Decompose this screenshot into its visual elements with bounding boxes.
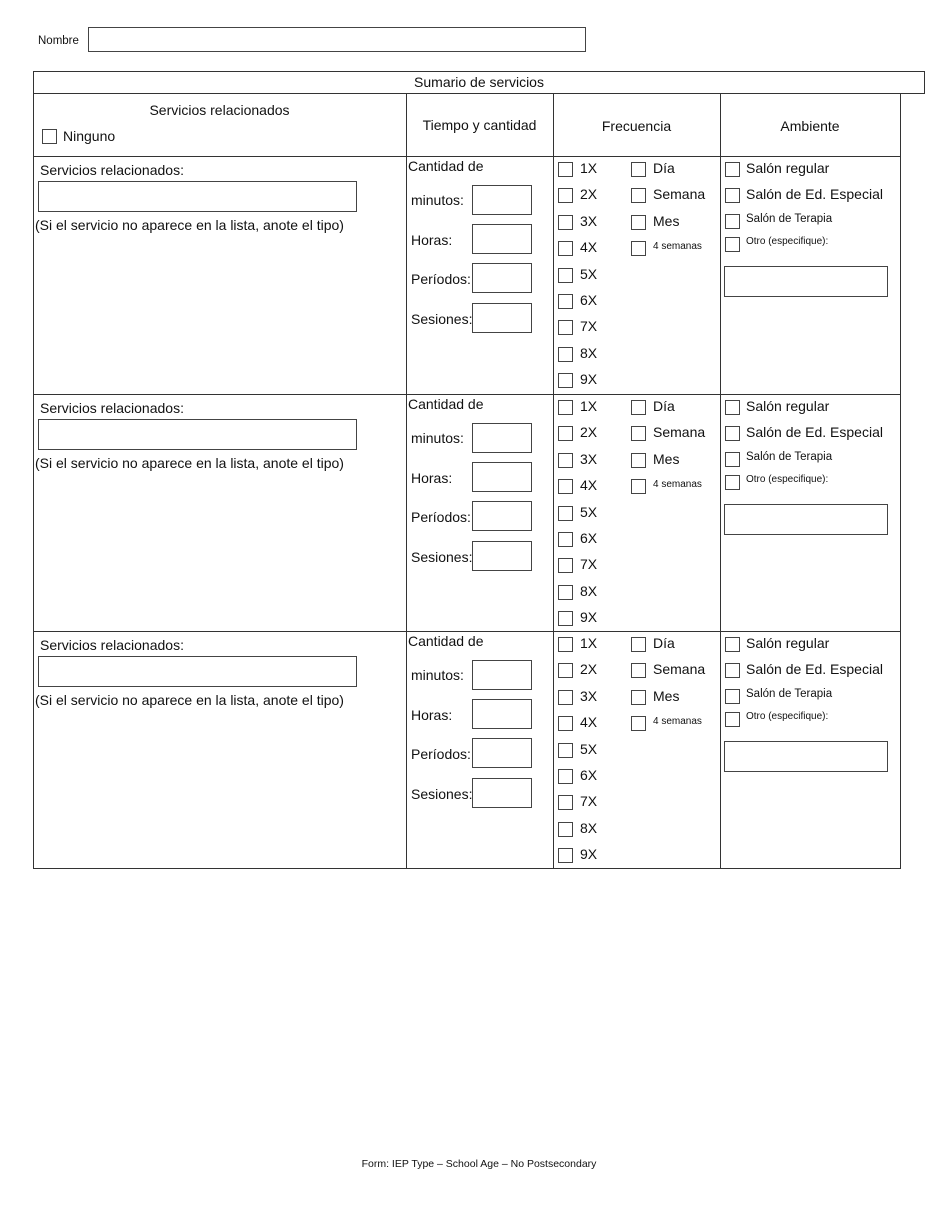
- service-note: (Si el servicio no aparece en la lista, anote el tipo): [35, 217, 344, 233]
- freq-9x-checkbox[interactable]: [558, 611, 573, 626]
- env-special-ed-checkbox[interactable]: [725, 188, 740, 203]
- amount-label: Cantidad de: [408, 396, 484, 412]
- header-row-bottom: [33, 156, 900, 157]
- env-option-label: Otro (especifique):: [746, 711, 829, 722]
- freq-1x-checkbox[interactable]: [558, 162, 573, 177]
- freq-count-label: 3X: [580, 687, 598, 704]
- hours-input[interactable]: [472, 224, 532, 254]
- minutes-input[interactable]: [472, 185, 532, 215]
- hours-label: Horas:: [411, 470, 453, 486]
- env-option-label: Salón de Ed. Especial: [746, 661, 883, 677]
- freq-unit-label: Mes: [653, 212, 680, 229]
- freq-count-label: 5X: [580, 265, 598, 282]
- env-regular-checkbox[interactable]: [725, 162, 740, 177]
- name-label: Nombre: [38, 35, 79, 47]
- freq-3x-checkbox[interactable]: [558, 215, 573, 230]
- freq-unit-label: Mes: [653, 450, 680, 467]
- row-1-bottom: [33, 394, 900, 395]
- freq-6x-checkbox[interactable]: [558, 532, 573, 547]
- hours-label: Horas:: [411, 707, 453, 723]
- env-other-input[interactable]: [724, 266, 888, 297]
- env-other-checkbox[interactable]: [725, 712, 740, 727]
- sessions-input[interactable]: [472, 778, 532, 808]
- env-regular-checkbox[interactable]: [725, 637, 740, 652]
- service-label: Servicios relacionados:: [40, 400, 184, 416]
- env-option-label: Salón regular: [746, 398, 830, 414]
- sessions-input[interactable]: [472, 303, 532, 333]
- freq-count-label: 3X: [580, 450, 598, 467]
- freq-unit-day-checkbox[interactable]: [631, 637, 646, 652]
- freq-count-label: 4X: [580, 239, 598, 256]
- freq-7x-checkbox[interactable]: [558, 795, 573, 810]
- sessions-label: Sesiones:: [411, 786, 473, 802]
- freq-9x-checkbox[interactable]: [558, 848, 573, 863]
- hours-input[interactable]: [472, 699, 532, 729]
- env-option-label: Otro (especifique):: [746, 236, 829, 247]
- freq-unit-week-checkbox[interactable]: [631, 663, 646, 678]
- env-other-input[interactable]: [724, 741, 888, 772]
- env-special-ed-checkbox[interactable]: [725, 663, 740, 678]
- service-note: (Si el servicio no aparece en la lista, anote el tipo): [35, 455, 344, 471]
- periods-input[interactable]: [472, 738, 532, 768]
- service-label: Servicios relacionados:: [40, 637, 184, 653]
- freq-unit-label: 4 semanas: [653, 479, 702, 491]
- freq-count-label: 8X: [580, 819, 598, 836]
- freq-count-label: 1X: [580, 635, 598, 651]
- freq-unit-label: 4 semanas: [653, 716, 702, 728]
- freq-unit-label: Mes: [653, 687, 680, 704]
- env-therapy-checkbox[interactable]: [725, 689, 740, 704]
- freq-count-label: 9X: [580, 609, 598, 626]
- service-input[interactable]: [38, 181, 357, 212]
- minutes-label: minutos:: [411, 667, 464, 683]
- none-checkbox[interactable]: [42, 129, 57, 144]
- freq-6x-checkbox[interactable]: [558, 294, 573, 309]
- freq-unit-label: 4 semanas: [653, 241, 702, 253]
- periods-input[interactable]: [472, 501, 532, 531]
- row-2-bottom: [33, 631, 900, 632]
- freq-1x-checkbox[interactable]: [558, 637, 573, 652]
- periods-input[interactable]: [472, 263, 532, 293]
- grid-divider-1: [406, 94, 407, 869]
- freq-unit-month-checkbox[interactable]: [631, 215, 646, 230]
- freq-2x-checkbox[interactable]: [558, 426, 573, 441]
- col-header-time: Tiempo y cantidad: [422, 117, 537, 133]
- col-header-frequency: Frecuencia: [601, 118, 672, 134]
- freq-count-label: 4X: [580, 714, 598, 731]
- freq-5x-checkbox[interactable]: [558, 743, 573, 758]
- sessions-label: Sesiones:: [411, 549, 473, 565]
- env-other-checkbox[interactable]: [725, 237, 740, 252]
- hours-label: Horas:: [411, 232, 453, 248]
- service-input[interactable]: [38, 656, 357, 687]
- summary-title: Sumario de servicios: [414, 74, 544, 90]
- freq-count-label: 8X: [580, 582, 598, 599]
- freq-count-label: 6X: [580, 292, 598, 308]
- freq-unit-label: Día: [653, 398, 675, 414]
- env-other-checkbox[interactable]: [725, 475, 740, 490]
- freq-2x-checkbox[interactable]: [558, 188, 573, 203]
- freq-unit-day-checkbox[interactable]: [631, 162, 646, 177]
- col-header-environment: Ambiente: [780, 118, 840, 134]
- freq-1x-checkbox[interactable]: [558, 400, 573, 415]
- freq-count-label: 1X: [580, 398, 598, 414]
- minutes-label: minutos:: [411, 192, 464, 208]
- freq-3x-checkbox[interactable]: [558, 453, 573, 468]
- env-option-label: Salón de Terapia: [746, 451, 833, 463]
- sessions-label: Sesiones:: [411, 311, 473, 327]
- freq-unit-month-checkbox[interactable]: [631, 453, 646, 468]
- freq-2x-checkbox[interactable]: [558, 663, 573, 678]
- minutes-input[interactable]: [472, 423, 532, 453]
- freq-count-label: 6X: [580, 530, 598, 546]
- freq-count-label: 8X: [580, 344, 598, 361]
- env-option-label: Salón de Ed. Especial: [746, 186, 883, 202]
- env-option-label: Salón de Ed. Especial: [746, 424, 883, 440]
- freq-8x-checkbox[interactable]: [558, 347, 573, 362]
- freq-count-label: 2X: [580, 186, 598, 203]
- row-3-bottom: [33, 868, 900, 869]
- none-label: Ninguno: [63, 128, 116, 144]
- periods-label: Períodos:: [411, 746, 471, 762]
- freq-5x-checkbox[interactable]: [558, 268, 573, 283]
- freq-unit-label: Semana: [653, 661, 706, 678]
- col-header-services: Servicios relacionados: [149, 102, 290, 118]
- amount-label: Cantidad de: [408, 633, 484, 649]
- freq-count-label: 1X: [580, 160, 598, 176]
- env-option-label: Salón regular: [746, 160, 830, 176]
- env-regular-checkbox[interactable]: [725, 400, 740, 415]
- env-option-label: Salón de Terapia: [746, 213, 833, 225]
- freq-unit-four-weeks-checkbox[interactable]: [631, 241, 646, 256]
- freq-4x-checkbox[interactable]: [558, 479, 573, 494]
- freq-unit-label: Semana: [653, 424, 706, 441]
- freq-8x-checkbox[interactable]: [558, 822, 573, 837]
- name-input[interactable]: [88, 27, 586, 52]
- sessions-input[interactable]: [472, 541, 532, 571]
- freq-unit-label: Día: [653, 160, 675, 176]
- freq-count-label: 7X: [580, 556, 598, 573]
- freq-unit-week-checkbox[interactable]: [631, 426, 646, 441]
- grid-divider-2: [553, 94, 554, 869]
- freq-unit-four-weeks-checkbox[interactable]: [631, 716, 646, 731]
- service-input[interactable]: [38, 419, 357, 450]
- freq-8x-checkbox[interactable]: [558, 585, 573, 600]
- freq-count-label: 7X: [580, 318, 598, 335]
- freq-count-label: 3X: [580, 212, 598, 229]
- freq-count-label: 2X: [580, 424, 598, 441]
- freq-unit-label: Semana: [653, 186, 706, 203]
- freq-unit-week-checkbox[interactable]: [631, 188, 646, 203]
- env-option-label: Salón regular: [746, 635, 830, 651]
- service-label: Servicios relacionados:: [40, 162, 184, 178]
- amount-label: Cantidad de: [408, 158, 484, 174]
- hours-input[interactable]: [472, 462, 532, 492]
- env-option-label: Otro (especifique):: [746, 474, 829, 485]
- periods-label: Períodos:: [411, 271, 471, 287]
- env-therapy-checkbox[interactable]: [725, 214, 740, 229]
- footer-text: Form: IEP Type – School Age – No Postsecondary: [361, 1158, 597, 1170]
- grid-left-border: [33, 94, 34, 869]
- periods-label: Períodos:: [411, 509, 471, 525]
- freq-unit-four-weeks-checkbox[interactable]: [631, 479, 646, 494]
- grid-right-border: [900, 94, 901, 869]
- freq-count-label: 2X: [580, 661, 598, 678]
- env-therapy-checkbox[interactable]: [725, 452, 740, 467]
- env-other-input[interactable]: [724, 504, 888, 535]
- freq-unit-month-checkbox[interactable]: [631, 690, 646, 705]
- freq-count-label: 7X: [580, 793, 598, 810]
- freq-6x-checkbox[interactable]: [558, 769, 573, 784]
- env-option-label: Salón de Terapia: [746, 688, 833, 700]
- service-note: (Si el servicio no aparece en la lista, anote el tipo): [35, 692, 344, 708]
- freq-count-label: 9X: [580, 846, 598, 863]
- freq-unit-day-checkbox[interactable]: [631, 400, 646, 415]
- minutes-input[interactable]: [472, 660, 532, 690]
- grid-divider-3: [720, 94, 721, 869]
- freq-4x-checkbox[interactable]: [558, 716, 573, 731]
- freq-9x-checkbox[interactable]: [558, 373, 573, 388]
- freq-4x-checkbox[interactable]: [558, 241, 573, 256]
- freq-7x-checkbox[interactable]: [558, 320, 573, 335]
- freq-count-label: 9X: [580, 371, 598, 388]
- freq-7x-checkbox[interactable]: [558, 558, 573, 573]
- env-special-ed-checkbox[interactable]: [725, 426, 740, 441]
- minutes-label: minutos:: [411, 430, 464, 446]
- freq-count-label: 6X: [580, 767, 598, 783]
- freq-3x-checkbox[interactable]: [558, 690, 573, 705]
- freq-count-label: 4X: [580, 477, 598, 494]
- freq-count-label: 5X: [580, 740, 598, 757]
- freq-5x-checkbox[interactable]: [558, 506, 573, 521]
- freq-count-label: 5X: [580, 503, 598, 520]
- freq-unit-label: Día: [653, 635, 675, 651]
